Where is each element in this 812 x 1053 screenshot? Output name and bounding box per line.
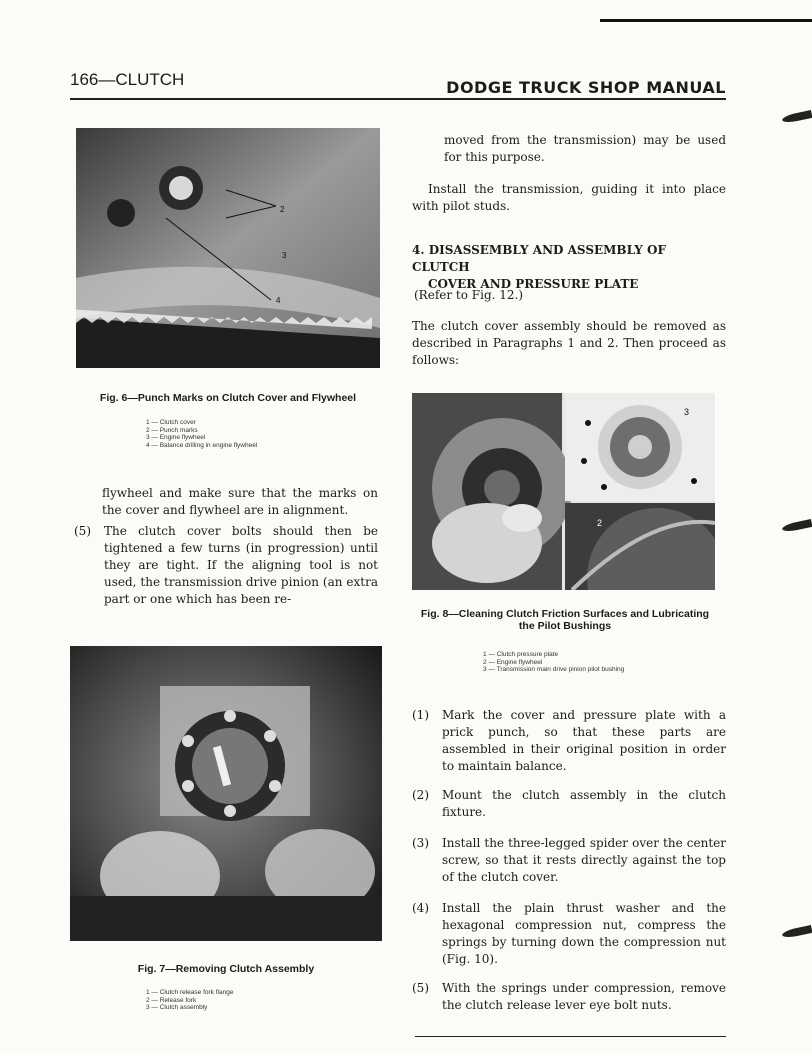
fig8-callout-3: 3 [684,407,690,417]
fig8-legend-item: 1 — Clutch pressure plate [483,651,559,658]
header-rule [70,98,726,100]
step-number: (5) [74,524,91,538]
step-number: (2) [412,788,429,802]
fig6-caption: Fig. 6—Punch Marks on Clutch Cover and Flywheel [99,392,357,404]
section-heading [412,242,726,293]
fig7-legend-item: 3 — Clutch assembly [146,1004,208,1011]
step-text: The clutch cover bolts should then be tightened a few turns (in progression) until they are tight. If the aligning tool is not used, the transmission drive pinion (an extra part or one which has been re- [104,524,378,606]
fig8-caption-line-1: Fig. 8—Cleaning Clutch Friction Surfaces and Lubricating [420,608,710,620]
right-continuation-paragraph: moved from the transmission) may be used for this purpose. [444,133,726,164]
section-heading-line-1: 4. DISASSEMBLY AND ASSEMBLY OF CLUTCH [412,243,666,274]
fig6-callout-4: 4 [276,296,281,305]
section-heading-line-2: COVER AND PRESSURE PLATE [428,277,639,291]
fig6-legend [146,419,257,449]
step-3 [412,835,726,887]
step-number: (1) [412,708,429,722]
fig7-caption: Fig. 7—Removing Clutch Assembly [137,963,315,975]
fig6-legend-item: 1 — Clutch cover [146,419,196,426]
fig8-photo [412,393,715,590]
step-5 [412,980,726,1016]
binder-mark [781,519,812,533]
left-step-5 [74,523,378,613]
footer-rule [415,1036,726,1037]
step-4 [412,900,726,970]
step-text: With the springs under compression, remove the clutch release lever eye bolt nuts. [442,981,726,1012]
fig6-callout-2: 2 [280,205,285,214]
fig6-photo [76,128,380,368]
binder-mark [781,110,812,124]
fig6-callout-3: 3 [282,251,287,260]
step-number: (5) [412,981,429,995]
refer-note: (Refer to Fig. 12.) [414,288,524,302]
step-number: (4) [412,901,429,915]
fig8-legend [483,651,624,674]
intro-paragraph: The clutch cover assembly should be removed as described in Paragraphs 1 and 2. Then proceed as follows: [412,319,726,367]
step-number: (3) [412,836,429,850]
top-edge-rule [600,19,812,22]
manual-title: DODGE TRUCK SHOP MANUAL [446,78,726,97]
step-text: Install the plain thrust washer and the hexagonal compression nut, compress the springs by turning down the compression nut (Fig. 10). [442,901,726,966]
fig6-legend-item: 3 — Engine flywheel [146,434,206,441]
install-transmission-paragraph: Install the transmission, guiding it into place with pilot studs. [412,182,726,213]
step-1 [412,707,726,777]
left-continuation-paragraph: flywheel and make sure that the marks on the cover and flywheel are in alignment. [102,486,378,517]
binder-mark [781,925,812,939]
fig8-callout-2: 2 [597,518,603,528]
step-text: Mount the clutch assembly in the clutch fixture. [442,788,726,819]
fig7-legend-item: 2 — Release fork [146,996,197,1004]
fig8-caption [404,608,726,632]
fig7-legend-item: 1 — Clutch release fork flange [146,989,234,996]
fig8-legend-item: 3 — Transmission main drive pinion pilot bushing [483,666,625,673]
step-2 [412,787,726,823]
fig6-legend-item: 4 — Balance drilling in engine flywheel [146,441,258,449]
fig7-legend [146,989,233,1012]
fig8-caption-line-2: the Pilot Bushings [518,620,612,632]
page-number-section: 166—CLUTCH [70,70,185,89]
fig8-legend-item: 2 — Engine flywheel [483,658,543,666]
step-text: Mark the cover and pressure plate with a prick punch, so that these parts are assembled in their original position in order to maintain balance. [442,708,726,773]
fig6-legend-item: 2 — Punch marks [146,426,198,434]
step-text: Install the three-legged spider over the center screw, so that it rests directly against the top of the clutch cover. [442,836,726,884]
fig7-photo [70,646,382,941]
